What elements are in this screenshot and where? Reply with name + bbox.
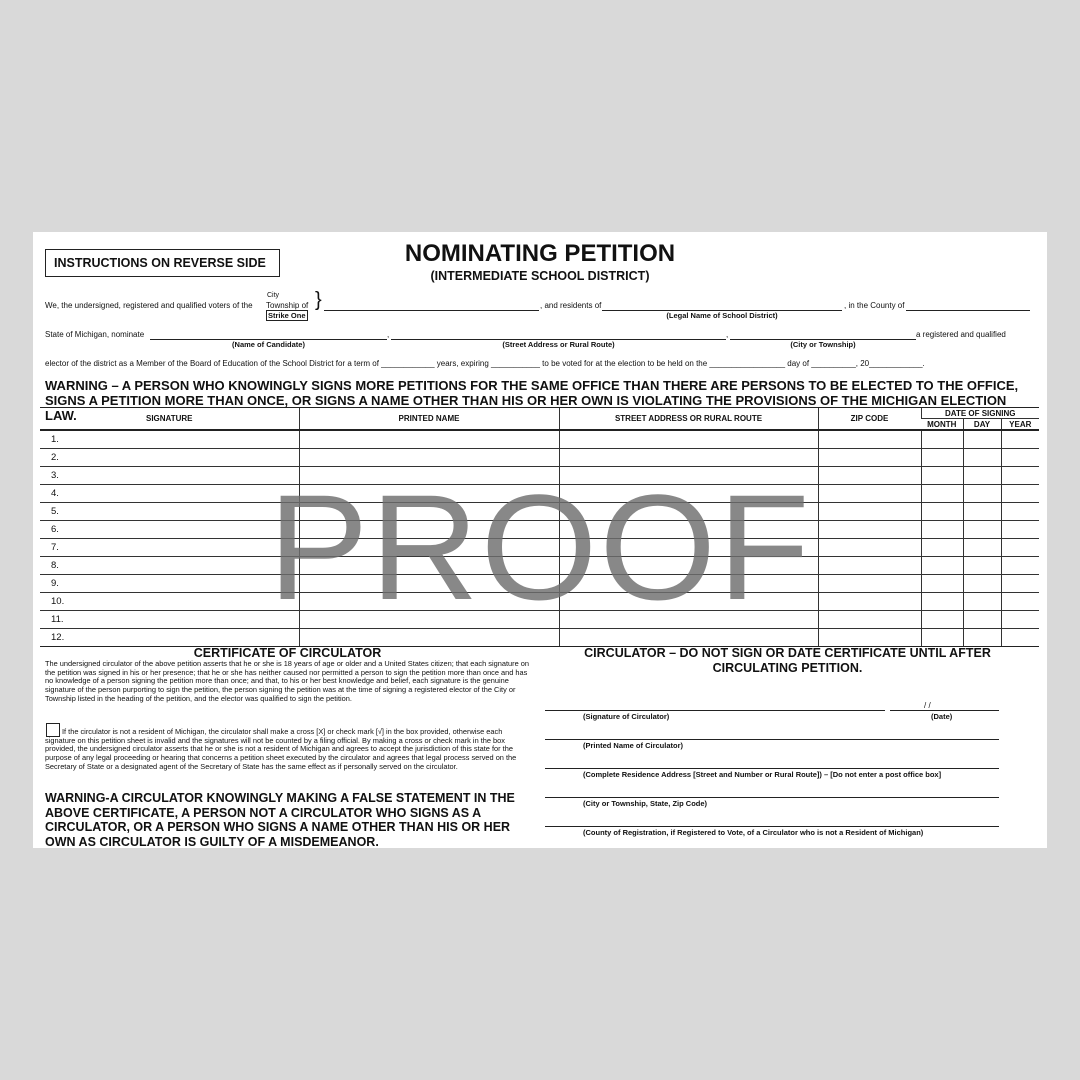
day-header: DAY (963, 419, 1001, 431)
date-caption: (Date) (931, 712, 953, 721)
row-number: 8. (51, 560, 59, 571)
city-state-zip-caption: (City or Township, State, Zip Code) (583, 799, 708, 808)
street-address-header: STREET ADDRESS OR RURAL ROUTE (559, 408, 818, 431)
city-state-zip-line[interactable] (545, 797, 999, 798)
row-number: 5. (51, 506, 59, 517)
day-cell[interactable] (963, 449, 1001, 467)
signature-cell[interactable] (40, 449, 299, 467)
year-cell[interactable] (1001, 430, 1039, 449)
signature-cell[interactable] (40, 629, 299, 647)
year-cell[interactable] (1001, 449, 1039, 467)
date-line[interactable] (890, 710, 999, 711)
residence-address-line[interactable] (545, 768, 999, 769)
certificate-text: The undersigned circulator of the above petition asserts that he or she is 18 years of age or older and a United States citizen; that each signature on the petition was signed in his or her presence; that he or she has neither caused nor permitted a person to sign the petition more than once and has no knowledge of a person signing the petition more than once; and that, to his or her best knowledge and belief, each signature is the genuine signature of the person purporting to sign the petition, the person signing the petition was at the time of signing a registered elector of the City or Township listed in the heading of the petition, and the elector was qualified to sign the petition. (45, 659, 529, 703)
table-row (40, 629, 1039, 647)
voters-prefix: We, the undersigned, registered and qualified voters of the (45, 301, 253, 310)
school-district-caption: (Legal Name of School District) (666, 311, 778, 320)
date-of-signing-header: DATE OF SIGNING (921, 408, 1039, 419)
circulator-warning: WARNING-A CIRCULATOR KNOWINGLY MAKING A FALSE STATEMENT IN THE ABOVE CERTIFICATE, A PERSON NOT A CIRCULATOR WHO SIGNS AS A CIRCULATOR, OR A PERSON WHO SIGNS A NAME OTHER THAN HIS OR HER OWN AS CIRCULATOR IS GUILTY OF A MISDEMEANOR. (45, 791, 515, 848)
row-number: 4. (51, 488, 59, 499)
county-text: , in the County of (844, 301, 905, 310)
qualified-suffix: a registered and qualified (916, 330, 1006, 339)
brace-glyph: } (315, 289, 322, 311)
table-row (40, 430, 1039, 449)
residents-text: , and residents of (540, 301, 602, 310)
year-header: YEAR (1001, 419, 1039, 431)
row-number: 1. (51, 434, 59, 445)
row-number: 10. (51, 596, 65, 607)
city-option: City (267, 292, 280, 299)
city-caption: (City or Township) (790, 340, 856, 349)
signature-header: SIGNATURE (40, 408, 299, 431)
residence-address-caption: (Complete Residence Address [Street and Number or Rural Route]) – [Do not enter a post office box] (583, 770, 942, 779)
month-cell[interactable] (921, 629, 963, 647)
certificate-title: CERTIFICATE OF CIRCULATOR (193, 646, 382, 660)
printed-name-header: PRINTED NAME (299, 408, 559, 431)
row-number: 11. (51, 614, 64, 625)
signature-caption: (Signature of Circulator) (583, 712, 670, 721)
date-slashes: / / (924, 701, 931, 710)
strike-one-label: Strike One (268, 311, 306, 320)
zip-cell[interactable] (818, 430, 921, 449)
election-law-warning: WARNING – A PERSON WHO KNOWINGLY SIGNS MORE PETITIONS FOR THE SAME OFFICE THAN THERE ARE PERSONS TO BE ELECTED TO THE OFFICE, SIGNS A PETITION MORE THAN ONCE, OR SIGNS A NAME OTHER THAN HIS OR HER OWN IS VIOLATING THE PROVISIONS OF THE MICHIGAN ELECTION LAW. (45, 378, 1019, 423)
page-title: NOMINATING PETITION (404, 240, 676, 267)
township-option: Township of (266, 301, 309, 310)
year-cell[interactable] (1001, 629, 1039, 647)
candidate-name-caption: (Name of Candidate) (232, 340, 305, 349)
day-cell[interactable] (963, 629, 1001, 647)
printed-name-line[interactable] (545, 739, 999, 740)
row-number: 9. (51, 578, 59, 589)
page-subtitle: (INTERMEDIATE SCHOOL DISTRICT) (430, 269, 650, 283)
signature-cell[interactable] (40, 430, 299, 449)
county-registration-line[interactable] (545, 826, 999, 827)
city-township-field[interactable] (324, 310, 539, 311)
address-cell[interactable] (559, 430, 818, 449)
printed-name-caption: (Printed Name of Circulator) (583, 741, 684, 750)
instructions-box: INSTRUCTIONS ON REVERSE SIDE (45, 249, 280, 277)
row-number: 12. (51, 632, 65, 643)
county-field[interactable] (906, 310, 1030, 311)
row-number: 2. (51, 452, 59, 463)
circulator-heading: CIRCULATOR – DO NOT SIGN OR DATE CERTIFICATE UNTIL AFTER CIRCULATING PETITION. (584, 646, 991, 675)
address-caption: (Street Address or Rural Route) (502, 340, 615, 349)
month-cell[interactable] (921, 430, 963, 449)
printed-name-cell[interactable] (299, 430, 559, 449)
nominate-prefix: State of Michigan, nominate (45, 330, 145, 339)
month-header: MONTH (921, 419, 963, 431)
month-cell[interactable] (921, 449, 963, 467)
proof-watermark: PROOF (268, 463, 812, 631)
zip-cell[interactable] (818, 629, 921, 647)
signature-line[interactable] (545, 710, 885, 711)
day-cell[interactable] (963, 430, 1001, 449)
term-line: elector of the district as a Member of the Board of Education of the School District for a term of ____________ years, expiring ___________ to be voted for at the election to be held on the _________________ day of __________, 20____________. (45, 359, 925, 368)
comma: , (387, 330, 390, 339)
comma: , (726, 330, 729, 339)
zip-cell[interactable] (818, 449, 921, 467)
zip-code-header: ZIP CODE (818, 408, 921, 431)
row-number: 7. (51, 542, 59, 553)
county-registration-caption: (County of Registration, if Registered to Vote, of a Circulator who is not a Resident of Michigan) (583, 828, 924, 837)
nonresident-text: If the circulator is not a resident of Michigan, the circulator shall make a cross [X] or check mark [√] in the box provided, otherwise each signature on this petition sheet is invalid and the signatures will not be counted by a filing official. By making a cross or check mark in the box provided, the undersigned circulator asserts that he or she is not a resident of Michigan and agrees to accept the jurisdiction of this state for the purpose of any legal proceeding or hearing that concerns a petition sheet executed by the circulator and agrees that legal process served on the Secretary of State or a designated agent of the Secretary of State has the same effect as if personally served on the circulator. (45, 727, 517, 771)
printed-name-cell[interactable] (299, 629, 559, 647)
row-number: 6. (51, 524, 59, 535)
address-cell[interactable] (559, 629, 818, 647)
petition-sheet (33, 232, 1047, 848)
row-number: 3. (51, 470, 59, 481)
